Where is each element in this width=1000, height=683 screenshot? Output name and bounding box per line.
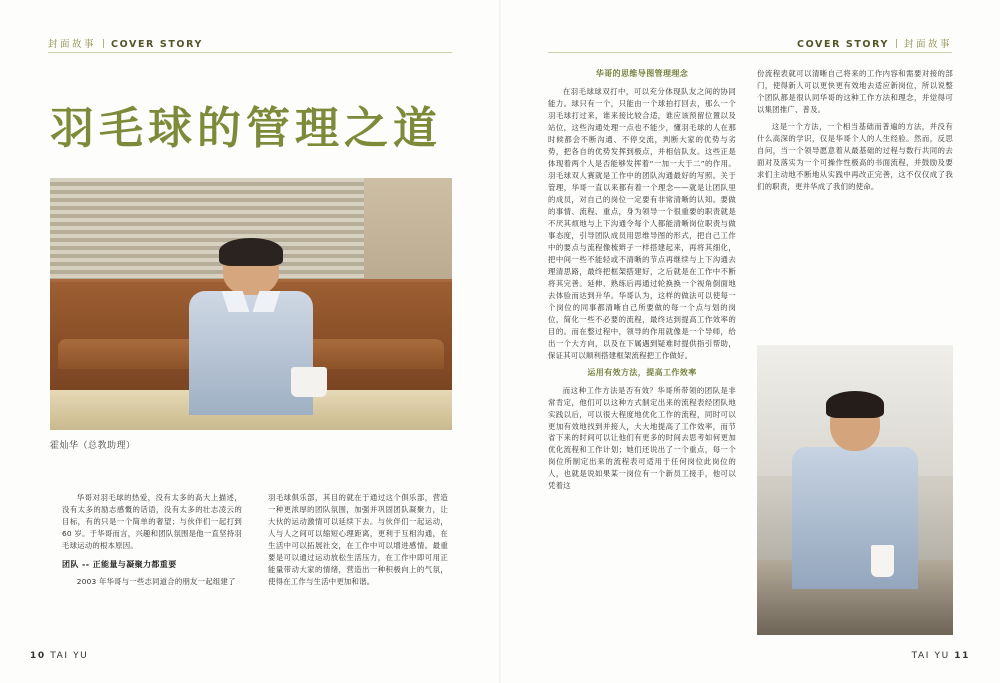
subheading: 运用有效方法，提高工作效率 — [587, 367, 697, 377]
person-hair — [219, 238, 283, 265]
photo-caption: 霍灿华（总教助理） — [50, 441, 136, 451]
body-column-left-1 — [62, 492, 242, 593]
running-head-right — [797, 36, 952, 50]
person2-shirt — [792, 447, 917, 589]
coffee-mug — [291, 367, 327, 397]
paragraph: 在羽毛球球双打中，可以充分体现队友之间的协同能力。球只有一个，只能由一个球拍打回去，那么一个羽毛球打过来，谁来接比较合适，谁应该预留位置以及站位，这些沟通处理一点也不能少，懂羽毛球的人在那时候都会不断沟通、不停交流，判断大家的优势与劣势，把各自的优势发挥到极点，并相信队友。这些正是体现着两个人是否能够发挥着“一加一大于二”的作用。羽毛球双人赛就是工作中的团队沟通最好的写照。关于管理，华哥一直以来都有着一个理念——就是让团队里的成员，对自己的岗位一定要有非常清晰的认知。要做的事情、流程、重点，身为领导一个很重要的职责就是不厌其烦地与上下沟通令每个人都能清晰岗位职责与做事态度，引导团队成员用思维导图的形式，把自己工作中的要点与流程像梳辫子一样搭建起来，再将其细化，把中间一些不能轻或不清晰的节点再继续与上下沟通去理清思路，最终把框架搭建好，之后就是在工作中不断将其完善。延伸、熟练后再通过轮换换一个视角倒面地去体验而达到升华。华哥认为，这样的做法可以使每一个岗位的同事都清晰自己所要做的每一个点与划的岗位，简化一些不必要的流程，最终达到提高工作效率的目的。而在整过程中，领导的作用就像是一个导师，给出一个大方向，以及在下属遇到疑难时提供指引帮助，保证其可以顺利搭建框架流程把工作做好。 — [548, 86, 736, 360]
running-head-right-cn: 封面故事 — [903, 39, 952, 50]
paragraph: 2003 年华哥与一些志同道合的朋友一起组建了 — [76, 576, 236, 586]
rule-left — [48, 52, 452, 53]
page-title: 羽毛球的管理之道 — [50, 103, 442, 154]
body-column-left-2 — [268, 492, 448, 593]
hero-photo — [50, 178, 452, 430]
folio-left — [30, 651, 88, 661]
running-head-left-cn: 封面故事 — [48, 39, 97, 50]
folio-right — [912, 651, 970, 661]
magazine-name-left: TAI YU — [50, 651, 89, 661]
running-head-left — [48, 36, 203, 50]
paragraph: 华哥对羽毛球的热爱，没有太多的高大上描述，没有太多的励志感慨的话语，没有太多的壮志凌云的目标，有的只是一个简单的奢望；与伙伴们一起打到 60 岁。于华哥而言，兴趣和团队氛围是他一直坚持羽毛球运动的根本原因。 — [62, 493, 242, 550]
coffee-mug-2 — [871, 545, 895, 577]
rule-right — [548, 52, 952, 53]
subheading: 团队 -- 正能量与凝聚力都重要 — [62, 559, 177, 569]
page-spine — [499, 0, 501, 683]
secondary-photo — [757, 345, 953, 635]
paragraph: 而这种工作方法是否有效？华哥所带领的团队是非常肯定，他们可以这种方式制定出来的流程表经团队地实践以后，可以很大程度地优化工作的流程，同时可以更加有效地找到并接人，大大地提高了工作效率，而节省下来的时间可以让他们有更多的时间去思考如何更加优化流程和工作计划；她们还说出了一个重点，每一个岗位所制定出来的流程表可适用于任何岗位此岗位的人，也就是说如果某一岗位有一个新员工接手，他可以凭着这 — [548, 385, 736, 491]
person2-hair — [826, 391, 884, 418]
paragraph: 份流程表就可以清晰自己将来的工作内容和需要对接的部门，使得新人可以更快更有效地去适应新岗位，所以说整个团队都是很认同华哥的这种工作方法和理念，并觉得可以集团推广、普及。 — [757, 69, 953, 114]
body-column-right-2 — [757, 68, 953, 198]
body-column-right-1 — [548, 68, 736, 497]
page-number-left: 10 — [30, 651, 46, 661]
paragraph: 羽毛球俱乐部，其目的就在于通过这个俱乐部，营造一种更浓厚的团队氛围，加强并巩固团队凝聚力，让大伙的运动激情可以延续下去。与伙伴们一起运动，人与人之间可以缩短心理距离，更利于互相沟通，在生活中可以拓展社交，在工作中可以增进感情。最重要是可以通过运动放松生活压力，在工作中即可用正能量带动大家的情绪，营造出一种积极向上的气氛，使得在工作与生活中更加和谐。 — [268, 493, 448, 586]
page-number-right: 11 — [954, 651, 970, 661]
running-head-divider — [103, 39, 104, 48]
magazine-name-right: TAI YU — [911, 651, 950, 661]
running-head-left-en: COVER STORY — [111, 39, 203, 50]
running-head-divider-right — [896, 39, 897, 48]
person-figure-2 — [792, 397, 917, 588]
running-head-right-en: COVER STORY — [797, 39, 889, 50]
section-heading: 华哥的思维导图管理理念 — [595, 69, 689, 78]
paragraph: 这是一个方法，一个相当基础而普遍的方法，并没有什么高深的学识，仅是华哥个人的人生经验。然而，反思自问，当一个领导愿意着从最基础的过程与数行共同的去面对及落实为一个可操作性极高的书面流程，并鼓励及要求们主动地不断地从实践中再改正完善，这不仅仅成了我们的职责，更并华成了我们的使命。 — [757, 121, 953, 191]
